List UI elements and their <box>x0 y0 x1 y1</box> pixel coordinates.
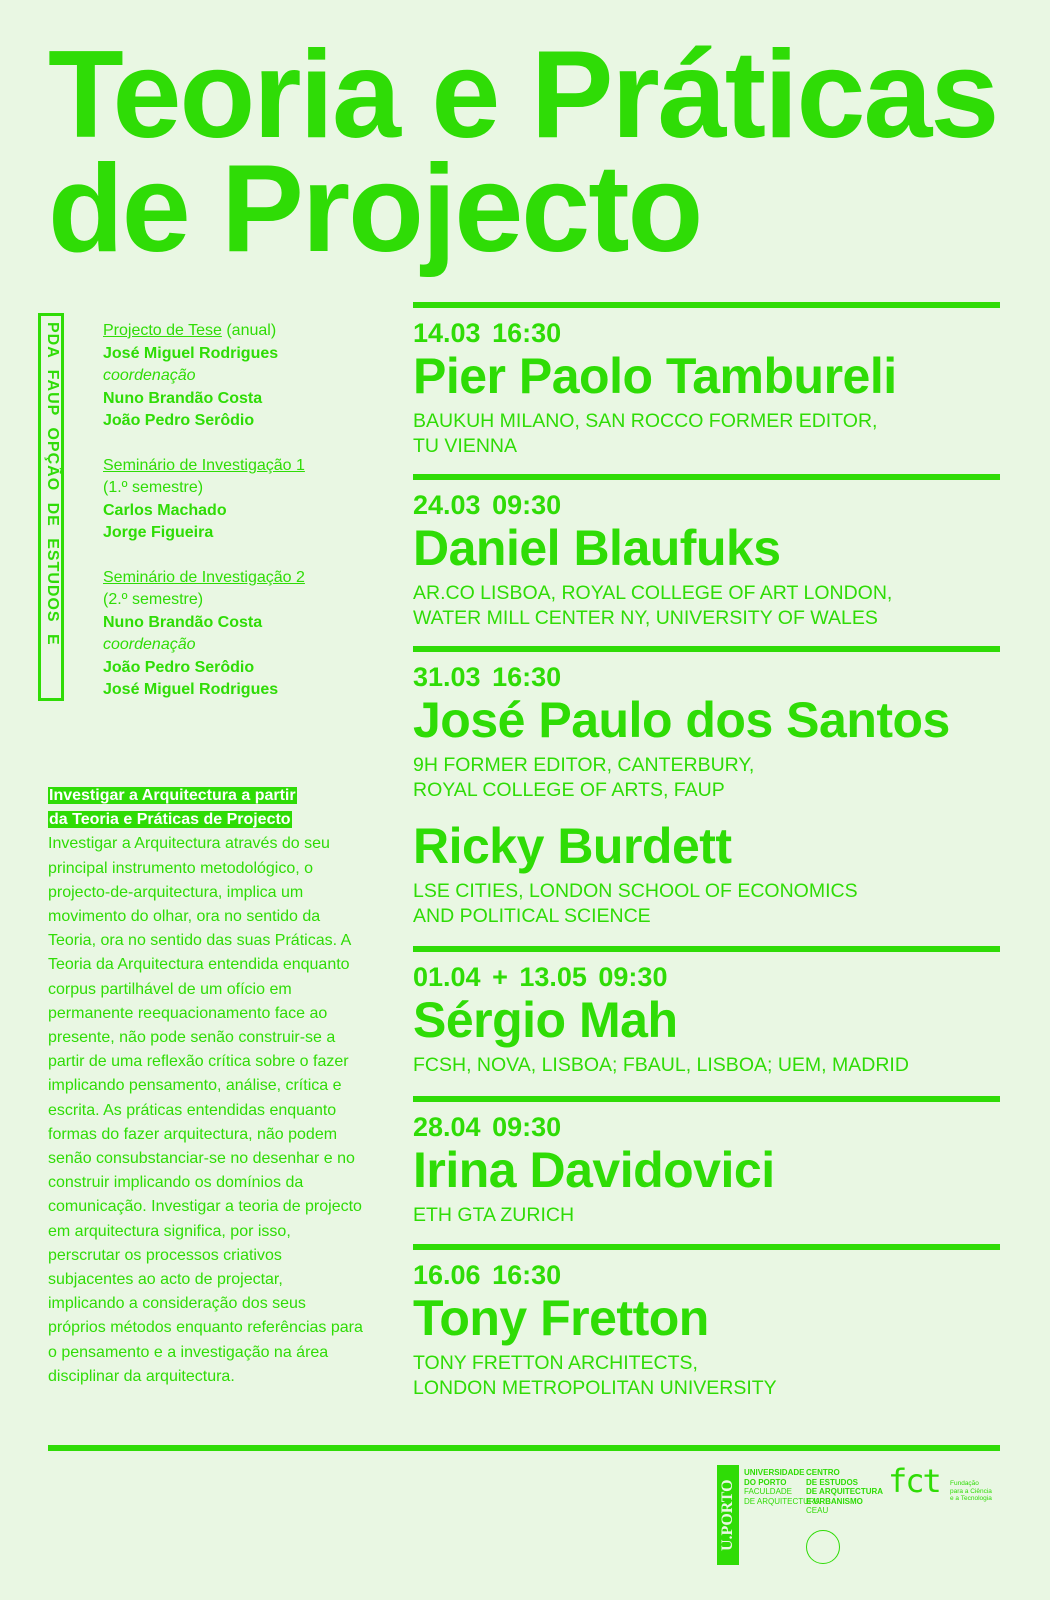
event-affiliation <box>413 753 1000 802</box>
event-speaker: Daniel Blaufuks <box>413 520 781 576</box>
event-affiliation <box>413 879 1000 928</box>
event-speaker: Pier Paolo Tambureli <box>413 348 897 404</box>
essay-heading-line-1: Investigar a Arquitectura a partir <box>49 787 296 804</box>
event-affiliation <box>413 1203 1000 1228</box>
event-affiliation <box>413 581 1000 630</box>
logo-text-line: DE ARQUITECTURA <box>744 1496 821 1506</box>
logo-text-line: e a Tecnologia <box>950 1495 992 1502</box>
event <box>413 302 1000 474</box>
uporto-logo-word: U.PORTO <box>719 1479 736 1551</box>
course-period: (2.º semestre) <box>103 591 204 608</box>
event-speaker: Irina Davidovici <box>413 1142 775 1198</box>
event-affiliation <box>413 1053 1000 1078</box>
event-list <box>413 302 1000 1414</box>
event <box>413 1244 1000 1414</box>
event <box>413 474 1000 646</box>
course-block <box>103 320 403 433</box>
course-person: Carlos Machado <box>103 501 227 519</box>
event <box>413 646 1000 818</box>
essay-heading <box>48 784 363 832</box>
course-person: José Miguel Rodrigues <box>103 344 279 362</box>
logo-text-line: CEAU <box>806 1506 829 1515</box>
title-line-2: de Projecto <box>48 140 702 278</box>
affiliation-line: ETH GTA ZURICH <box>413 1204 575 1226</box>
affiliation-line: TU VIENNA <box>413 434 518 457</box>
logo-text-line: Fundação <box>950 1480 979 1487</box>
essay-body: Investigar a Arquitectura através do seu principal instrumento metodológico, o projecto-de-arquitectura, implica um movimento do olhar, ora no sentido da Teoria, ora no sentido das suas Práticas. A Teoria da Arquitectura entendida enquanto corpus partilhável de um ofício em permanente reequacionamento face ao presente, não pode senão construir-se a partir de uma reflexão crítica sobre o fazer implicando pensamento, análise, crítica e escrita. As práticas entendidas enquanto formas do fazer arquitectura, não podem senão consubstanciar-se no desenhar e no construir implicando os domínios da comunicação. Investigar a teoria de projecto em arquitectura significa, por isso, perscrutar os processos criativos subjacentes ao acto de projectar, implicando a consideração dos seus próprios métodos enquanto referências para o pensamento e a investigação na área disciplinar da arquitectura. <box>48 835 363 1385</box>
course-list <box>103 320 403 724</box>
event-speaker: Tony Fretton <box>413 1290 709 1346</box>
course-person: Nuno Brandão Costa <box>103 389 263 407</box>
course-block <box>103 567 403 702</box>
essay-heading-line-2: da Teoria e Práticas de Projecto <box>49 811 291 829</box>
ceau-logo-text <box>806 1468 883 1516</box>
title-line-1: Teoria e Práticas <box>48 26 998 164</box>
course-person: João Pedro Serôdio <box>103 412 255 429</box>
event-speaker: José Paulo dos Santos <box>413 692 950 748</box>
event-date: 14.03 16:30 <box>413 318 562 348</box>
affiliation-line: LSE CITIES, LONDON SCHOOL OF ECONOMICS <box>413 880 858 902</box>
course-heading <box>103 455 403 478</box>
course-note: (anual) <box>226 322 277 339</box>
fct-logo-text <box>950 1480 992 1503</box>
course-name: Projecto de Tese <box>103 322 222 339</box>
event-affiliation <box>413 409 1000 458</box>
event-date: 28.04 09:30 <box>413 1112 562 1142</box>
logo-text-line: DE ARQUITECTURA <box>806 1487 884 1496</box>
course-role: coordenação <box>103 367 196 384</box>
affiliation-line: FCSH, NOVA, LISBOA; FBAUL, LISBOA; UEM, MADRID <box>413 1054 909 1076</box>
logo-text-line: para a Ciência <box>950 1487 992 1495</box>
course-period: (1.º semestre) <box>103 479 204 496</box>
affiliation-line: ROYAL COLLEGE OF ARTS, FAUP <box>413 778 725 801</box>
event-speaker: Sérgio Mah <box>413 992 678 1048</box>
course-person: Jorge Figueira <box>103 524 214 541</box>
course-person: João Pedro Serôdio <box>103 658 255 676</box>
poster-title <box>48 26 998 278</box>
event <box>413 1096 1000 1244</box>
affiliation-line: BAUKUH MILANO, SAN ROCCO FORMER EDITOR, <box>413 410 878 432</box>
essay <box>48 784 363 1389</box>
affiliation-line: AR.CO LISBOA, ROYAL COLLEGE OF ART LONDON, <box>413 582 893 604</box>
course-heading <box>103 567 403 590</box>
event <box>413 946 1000 1096</box>
affiliation-line: AND POLITICAL SCIENCE <box>413 904 651 927</box>
event <box>413 818 1000 946</box>
side-label-box <box>38 313 64 701</box>
event-date: 24.03 09:30 <box>413 490 562 520</box>
course-heading <box>103 320 403 343</box>
course-person: José Miguel Rodrigues <box>103 681 279 698</box>
logo-text-line: DO PORTO <box>744 1477 787 1487</box>
logo-text-line: UNIVERSIDADE <box>744 1468 805 1477</box>
event-affiliation <box>413 1351 1000 1400</box>
affiliation-line: 9H FORMER EDITOR, CANTERBURY, <box>413 754 755 776</box>
event-date: 01.04 + 13.05 09:30 <box>413 962 668 992</box>
course-person: Nuno Brandão Costa <box>103 613 263 631</box>
course-block <box>103 455 403 545</box>
course-role: coordenação <box>103 636 196 653</box>
course-name: Seminário de Investigação 2 <box>103 568 305 586</box>
affiliation-line: WATER MILL CENTER NY, UNIVERSITY OF WALES <box>413 606 878 629</box>
bottom-rule <box>48 1445 1000 1451</box>
fct-logo: fct <box>888 1462 940 1500</box>
logo-text-line: FACULDADE <box>744 1487 793 1496</box>
logo-text-line: CENTRO <box>806 1468 840 1477</box>
affiliation-line: LONDON METROPOLITAN UNIVERSITY <box>413 1376 777 1399</box>
logo-text-line: DE ESTUDOS <box>806 1477 859 1487</box>
event-date: 16.06 16:30 <box>413 1260 562 1290</box>
course-name: Seminário de Investigação 1 <box>103 456 305 474</box>
circle-logo <box>806 1530 840 1564</box>
logo-text-line: E URBANISMO <box>806 1496 863 1506</box>
event-speaker: Ricky Burdett <box>413 818 732 874</box>
event-date: 31.03 16:30 <box>413 662 562 692</box>
affiliation-line: TONY FRETTON ARCHITECTS, <box>413 1352 698 1374</box>
side-label: PDA FAUP OPÇÃO DE ESTUDOS E <box>44 322 61 646</box>
